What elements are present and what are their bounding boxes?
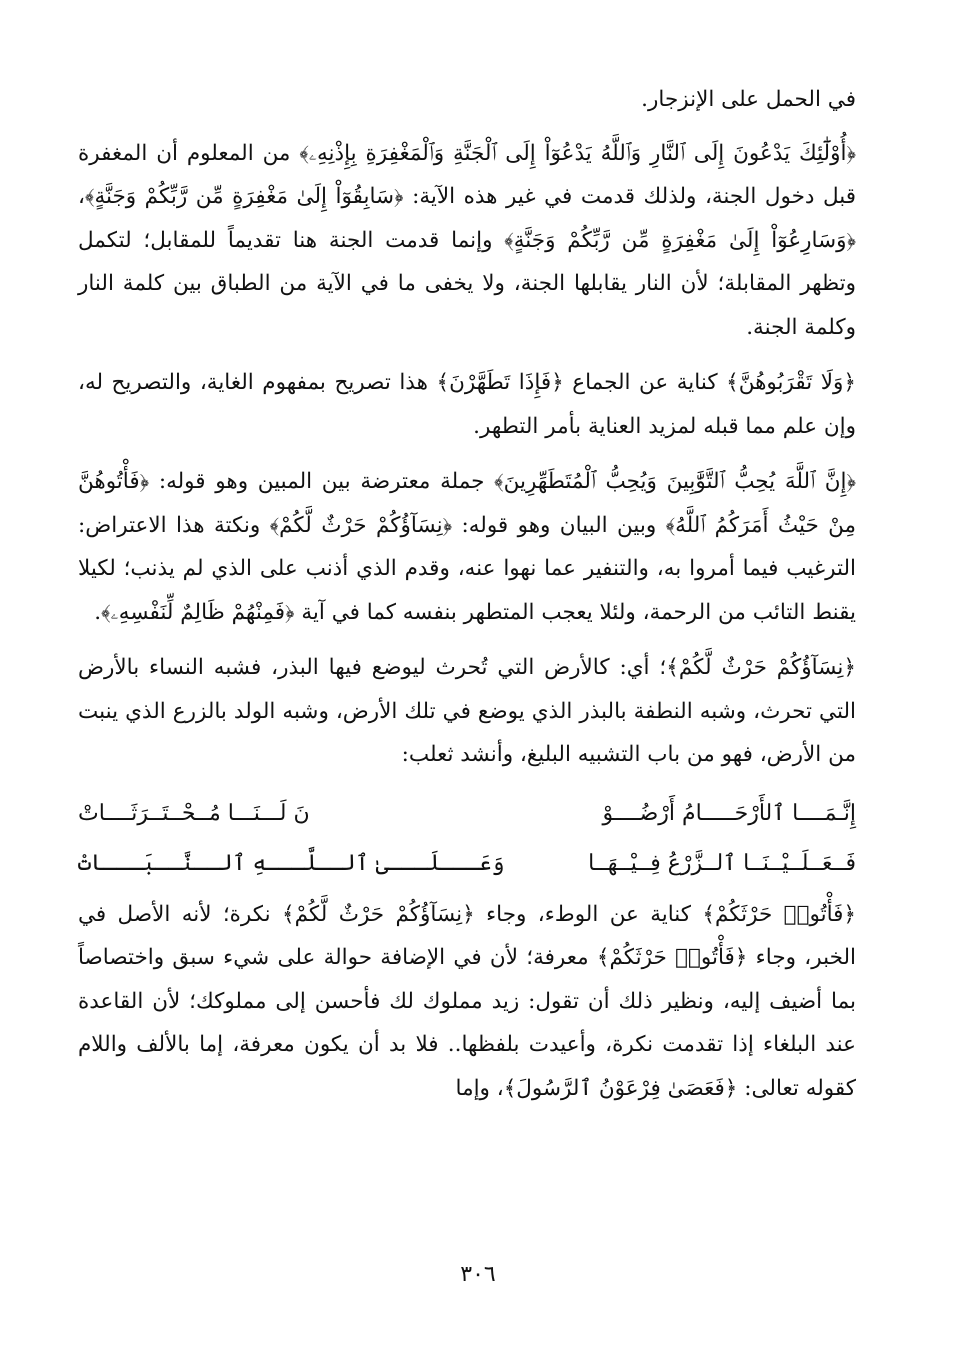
poem-hemistich-left: وَعَـــلَـــىٰ ٱلــلَّـــهِ ٱلــنَّــبَـــاتْ [78, 850, 505, 876]
paragraph-do-not-approach: ﴿وَلَا تَقْرَبُوهُنَّ﴾ كناية عن الجماع ﴿فَإِذَا تَطَهَّرْنَ﴾ هذا تصريح بمفهوم الغاية، والتصريح له، وإن علم مما قبله لمزيد العناية بأمر التطهر. [78, 370, 856, 439]
poem-verse [78, 789, 856, 839]
poem-hemistich-right: إِنَّـمَــــا ٱلأَرْحَـــــامُ أَرْضُــــوْ [602, 800, 856, 826]
poem-hemistich-right: فَــعَــلَــيْــنَــا ٱلــزَّرْعُ فِــيْــهَــا [588, 850, 856, 876]
paragraph-intro: في الحمل على الإنزجار. [641, 87, 856, 112]
page-body [78, 78, 856, 1122]
paragraph-paradise-forgiveness: ﴿أُوْلَٰٓئِكَ يَدْعُونَ إِلَى ٱلنَّارِ وَٱللَّهُ يَدْعُوٓاْ إِلَى ٱلْجَنَّةِ وَٱلْمَغْفِرَةِ بِإِذْنِهِۦ﴾ من المعلوم أن المغفرة قبل دخول الجنة، ولذلك قدمت في غير هذه الآية: ﴿سَابِقُوٓاْ إِلَىٰ مَغْفِرَةٍ مِّن رَّبِّكُمْ وَجَنَّةٍ﴾، ﴿وَسَارِعُوٓاْ إِلَىٰ مَغْفِرَةٍ مِّن رَّبِّكُمْ وَجَنَّةٍ﴾ وإنما قدمت الجنة هنا تقديماً للمقابل؛ لتكمل وتظهر المقابلة؛ لأن النار يقابلها الجنة، ولا يخفى ما في الآية من الطباق بين كلمة النار وكلمة الجنة. [78, 140, 856, 340]
page-number: ٣٠٦ [460, 1262, 496, 1287]
poem-hemistich-left: نَ لَـــنَـــا مُــحْــتَــرَثَــــاتْ [78, 800, 310, 826]
poem-verse [78, 839, 856, 889]
paragraph-tilth-simile: ﴿نِسَآؤُكُمْ حَرْثٌ لَّكُمْ﴾؛ أي: كالأرض التي تُحرث ليوضع فيها البذر، فشبه النساء بالأرض التي تحرث، وشبه النطفة بالبذر الذي يوضع في تلك الأرض، وشبه الولد بالزرع الذي ينبت من الأرض، فهو من باب التشبيه البليغ، وأنشد ثعلب: [78, 655, 856, 767]
paragraph-allah-loves-repentant: ﴿إِنَّ ٱللَّهَ يُحِبُّ ٱلتَّوَّٰبِينَ وَيُحِبُّ ٱلْمُتَطَهِّرِينَ﴾ جملة معترضة بين المبين وهو قوله: ﴿فَأْتُوهُنَّ مِنْ حَيْثُ أَمَرَكُمُ ٱللَّهُ﴾ وبين البيان وهو قوله: ﴿نِسَآؤُكُمْ حَرْثٌ لَّكُمْ﴾ ونكتة هذا الاعتراض: الترغيب فيما أمروا به، والتنفير عما نهوا عنه، وقدم الذي أذنب على الذي لم يذنب؛ لكيلا يقنط التائب من الرحمة، ولئلا يعجب المتطهر بنفسه كما في آية ﴿فَمِنْهُمْ ظَالِمٌ لِّنَفْسِهِۦ﴾. [78, 469, 856, 625]
paragraph-closing: ﴿فَأْتُوا۟ حَرْثَكُمْ﴾ كناية عن الوطء، وجاء ﴿نِسَآؤُكُمْ حَرْثٌ لَّكُمْ﴾ نكرة؛ لأنه الأصل في الخبر، وجاء ﴿فَأْتُوا۟ حَرْثَكُمْ﴾ معرفة؛ لأن في الإضافة حوالة على شيء سبق واختصاصاً بما أضيف إليه، ونظير ذلك أن تقول: زيد مملوك لك فأحسن إلى مملوكك؛ لأن القاعدة عند البلغاء إذا تقدمت نكرة، وأعيدت بلفظها.. فلا بد أن يكون معرفة، إما بالألف واللام كقوله تعالى: ﴿فَعَصَىٰ فِرْعَوْنُ ٱلرَّسُولَ﴾، وإما [78, 901, 856, 1101]
poem [78, 789, 856, 889]
